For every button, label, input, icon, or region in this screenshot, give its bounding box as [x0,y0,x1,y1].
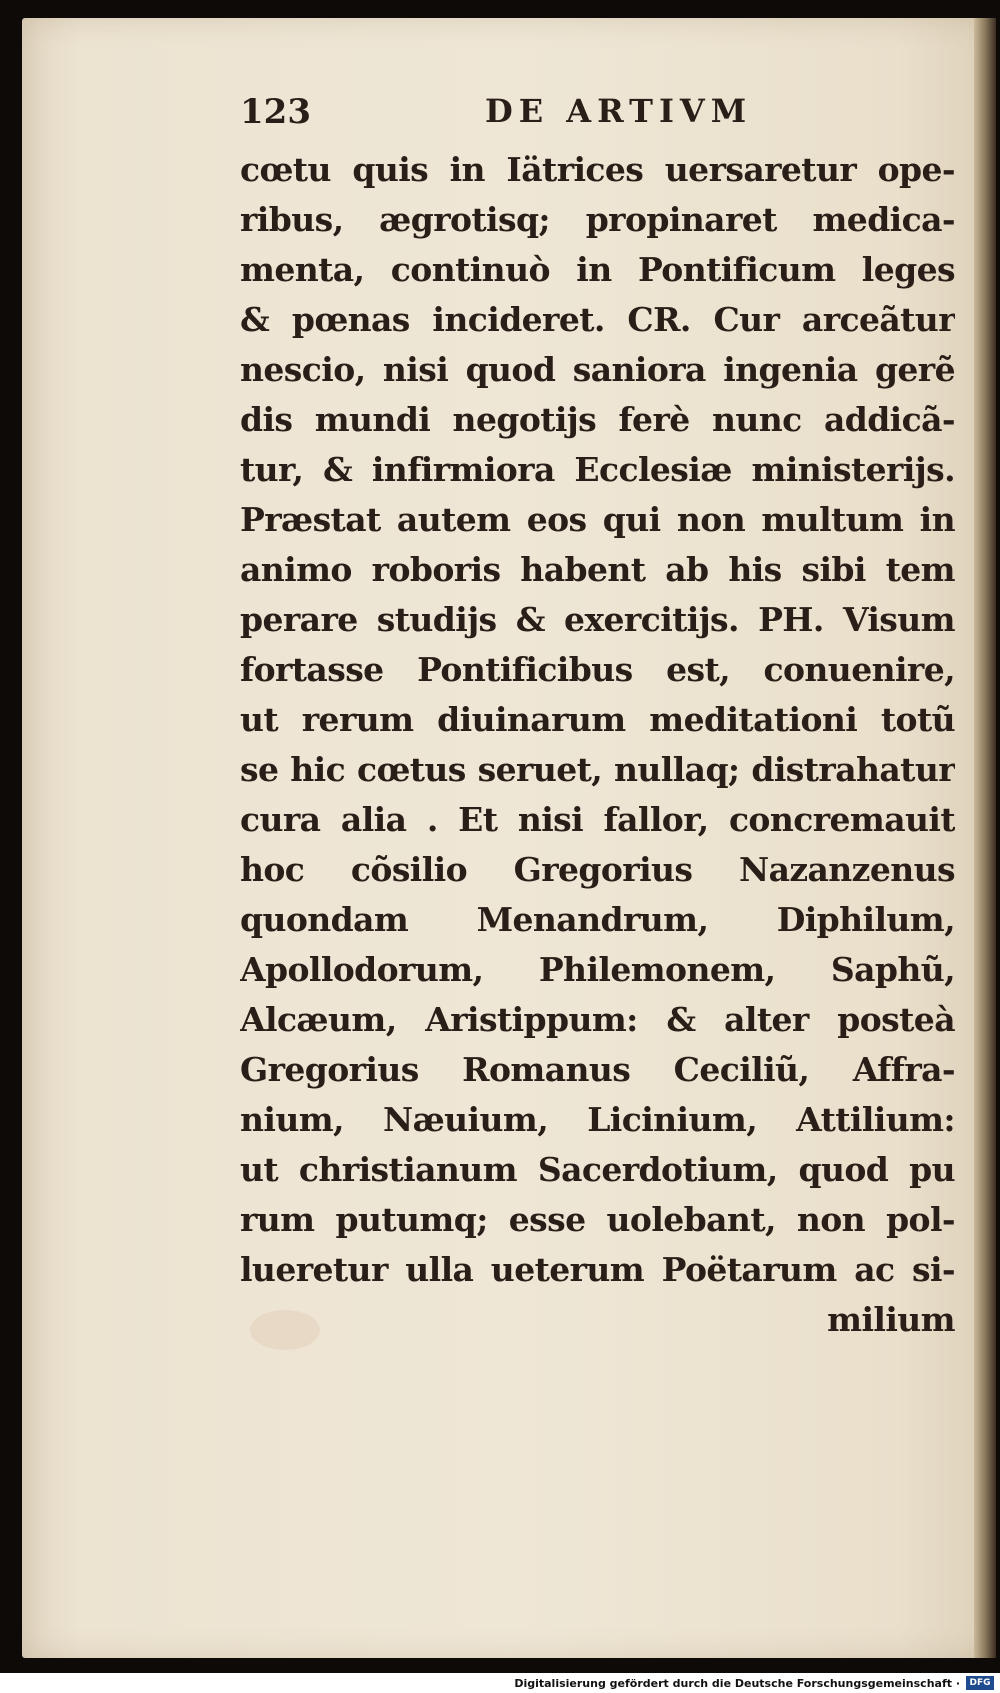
text-line: se hic cœtus seruet, nullaq; distrahatur [240,750,955,789]
running-title: DE ARTIVM [485,92,753,130]
text-line: fortasse Pontificibus est, conuenire, [240,650,955,689]
page-header [240,92,800,142]
paper-stain [250,1310,320,1350]
text-line: rum putumq; esse uolebant, non pol- [240,1200,955,1239]
text-line: Gregorius Romanus Ceciliũ, Affra- [240,1050,955,1089]
text-line: hoc cõsilio Gregorius Nazanzenus [240,850,955,889]
text-line: menta, continuò in Pontificum leges [240,250,955,289]
text-line: ribus, ægrotisq; propinaret medica- [240,200,955,239]
text-line: perare studijs & exercitijs. PH. Visum [240,600,955,639]
text-line: ut rerum diuinarum meditationi totũ [240,700,955,739]
text-line: tur, & infirmiora Ecclesiæ ministerijs. [240,450,955,489]
text-line: cœtu quis in Iätrices uersaretur ope- [240,150,955,189]
text-line: ut christianum Sacerdotium, quod pu [240,1150,955,1189]
text-line: Apollodorum, Philemonem, Saphũ, [240,950,955,989]
text-line: animo roboris habent ab his sibi tem [240,550,955,589]
funding-credit: Digitalisierung gefördert durch die Deutsche Forschungsgemeinschaft · [514,1677,960,1690]
text-line: Alcæum, Aristippum: & alter posteà [240,1000,955,1039]
footer-bar [0,1673,1000,1693]
text-line: lueretur ulla ueterum Poëtarum ac si- [240,1250,955,1289]
text-line: & pœnas incideret. CR. Cur arceãtur [240,300,955,339]
text-line: cura alia . Et nisi fallor, concremauit [240,800,955,839]
folio-number: 123 [240,92,311,132]
text-line: dis mundi negotijs ferè nunc addicã- [240,400,955,439]
text-line: nescio, nisi quod saniora ingenia gerẽ [240,350,955,389]
text-block [240,145,955,1345]
text-line: nium, Næuium, Licinium, Attilium: [240,1100,955,1139]
catchword: milium [827,1300,955,1339]
dfg-logo-icon: DFG [966,1676,994,1690]
page-gutter-edge [974,18,996,1658]
text-line: Præstat autem eos qui non multum in [240,500,955,539]
text-line: quondam Menandrum, Diphilum, [240,900,955,939]
